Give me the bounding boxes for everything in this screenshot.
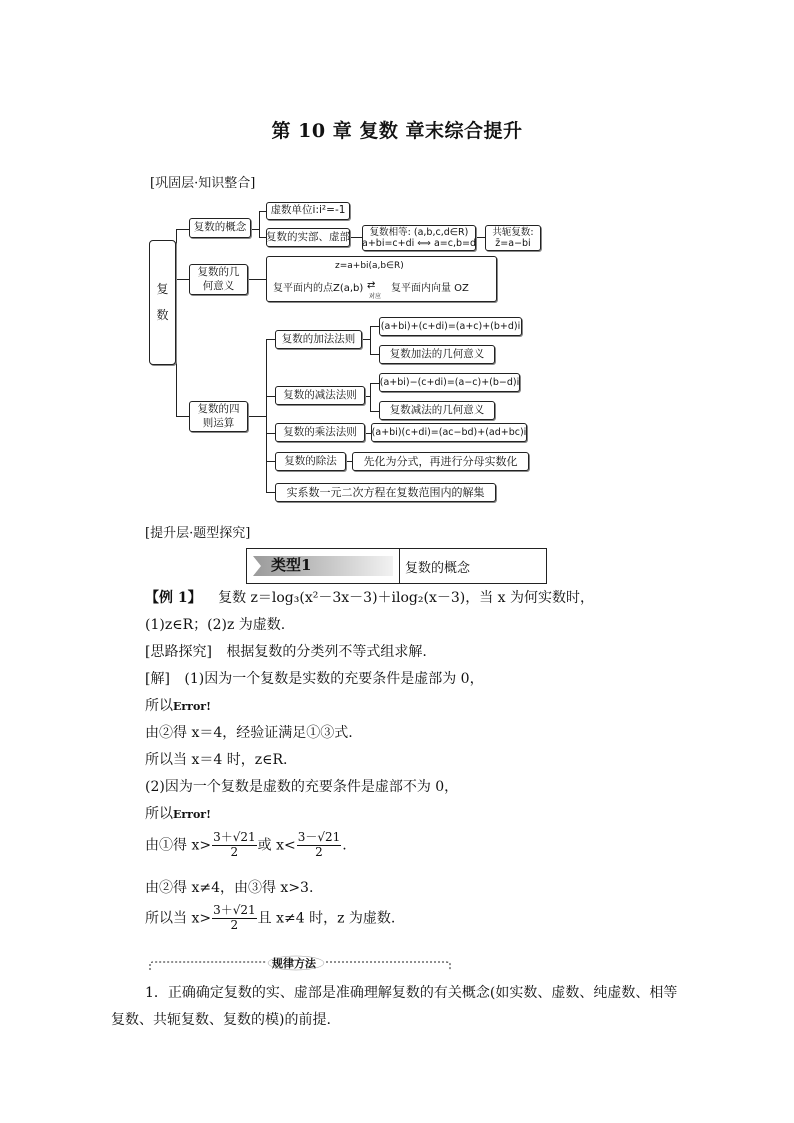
diagram-quad-box: 实系数一元二次方程在复数范围内的解集 bbox=[275, 483, 496, 502]
example-statement: 复数 z＝log₃(x²－3x－3)＋ilog₂(x－3)，当 x 为何实数时， bbox=[218, 590, 595, 606]
fraction-plus bbox=[212, 831, 257, 860]
section-heading-explore: [提升层·题型探究] bbox=[145, 526, 251, 541]
fraction-plus bbox=[212, 904, 257, 933]
error-text-1: Error! bbox=[173, 700, 211, 713]
diagram-connector bbox=[370, 326, 379, 327]
diagram-connector bbox=[370, 326, 371, 354]
rule-1-line-2: 复数、共轭复数、复数的模)的前提. bbox=[111, 1012, 331, 1028]
from-eq1-or: 或 x< bbox=[257, 837, 296, 854]
diagram-connector bbox=[266, 396, 275, 397]
fraction-den: 2 bbox=[230, 917, 239, 932]
diagram-connector bbox=[176, 279, 189, 280]
diagram-geom-vector: 复平面内向量 OZ bbox=[391, 283, 469, 294]
idea-text: 根据复数的分类列不等式组求解. bbox=[226, 644, 427, 660]
diagram-connector bbox=[350, 237, 362, 238]
example-parts: (1)z∈R；(2)z 为虚数. bbox=[145, 617, 286, 633]
diagram-root-label: 复数 bbox=[156, 282, 169, 322]
diagram-geom-top: z=a+bi(a,b∈R) bbox=[335, 261, 404, 271]
so-line-1 bbox=[145, 695, 211, 715]
diagram-conj-line2: z̄=a−bi bbox=[495, 238, 531, 249]
diagram-add-geom-box: 复数加法的几何意义 bbox=[379, 345, 495, 364]
diagram-concept-box: 复数的概念 bbox=[189, 218, 251, 238]
rule-1-line-1: 1．正确确定复数的实、虚部是准确理解复数的有关概念(如实数、虚数、纯虚数、相等 bbox=[145, 985, 678, 1001]
when-imag-prefix: 所以当 x> bbox=[145, 910, 212, 927]
when-imag-suffix: 且 x≠4 时，z 为虚数. bbox=[257, 910, 396, 927]
diagram-equal-line1: 复数相等: (a,b,c,d∈R) bbox=[369, 226, 469, 238]
solution-line-2: (2)因为一个复数是虚数的充要条件是虚部不为 0， bbox=[145, 779, 459, 795]
diagram-connector bbox=[266, 461, 275, 462]
example-label: 【例 1】 bbox=[145, 590, 202, 606]
solution-label: [解] bbox=[145, 671, 170, 687]
diagram-corr-label: 对应 bbox=[369, 293, 382, 300]
diagram-ops-box: 复数的四则运算 bbox=[189, 401, 248, 432]
diagram-div-text-box: 先化为分式，再进行分母实数化 bbox=[352, 452, 529, 471]
diagram-connector bbox=[370, 383, 379, 384]
from-eq1-line bbox=[145, 831, 347, 860]
type-label-cell bbox=[247, 549, 400, 583]
example-line bbox=[145, 587, 594, 607]
diagram-connector bbox=[370, 354, 379, 355]
diagram-geom-box: 复数的几何意义 bbox=[189, 264, 248, 295]
diagram-trunk-line bbox=[176, 229, 177, 416]
diagram-geom-point: 复平面内的点Z(a,b) bbox=[273, 283, 364, 294]
from-eq23-line: 由②得 x≠4，由③得 x>3. bbox=[145, 880, 314, 896]
diagram-equal-line2: a+bi=c+di ⟺ a=c,b=d bbox=[362, 238, 476, 249]
diagram-corr-arrow: ⇄ bbox=[367, 280, 375, 291]
from-eq1-prefix: 由①得 x> bbox=[145, 837, 212, 854]
so-text-1: 所以 bbox=[145, 698, 173, 714]
fraction-minus-num: 3－√21 bbox=[297, 830, 341, 844]
diagram-connector bbox=[248, 279, 266, 280]
solution-text-1: (1)因为一个复数是实数的充要条件是虚部为 0， bbox=[184, 671, 484, 687]
diagram-connector bbox=[248, 416, 266, 417]
when-real-line: 所以当 x＝4 时，z∈R. bbox=[145, 752, 288, 768]
diagram-div-rule-box: 复数的除法 bbox=[275, 452, 346, 471]
diagram-add-formula-box: (a+bi)+(c+di)=(a+c)+(b+d)i bbox=[379, 317, 522, 336]
diagram-add-rule-box: 复数的加法法则 bbox=[275, 330, 362, 349]
fraction-minus bbox=[297, 831, 342, 860]
diagram-root-box bbox=[149, 240, 176, 365]
diagram-connector bbox=[176, 416, 189, 417]
diagram-connector bbox=[176, 229, 189, 230]
diagram-connector bbox=[476, 237, 485, 238]
diagram-sub-rule-box: 复数的减法法则 bbox=[275, 386, 365, 405]
error-text-2: Error! bbox=[173, 808, 211, 821]
diagram-connector bbox=[266, 492, 275, 493]
diagram-conj-box bbox=[485, 225, 541, 251]
diagram-geom-detail-box bbox=[266, 256, 497, 302]
diagram-imag-unit-box: 虚数单位i:i²=-1 bbox=[266, 202, 350, 220]
type-header bbox=[246, 548, 547, 584]
page-title: 第 10 章 复数 章末综合提升 bbox=[271, 120, 523, 142]
so-line-2 bbox=[145, 803, 211, 823]
diagram-sub-geom-box: 复数减法的几何意义 bbox=[379, 401, 495, 420]
so-text-2: 所以 bbox=[145, 806, 173, 822]
fraction-plus-num: 3＋√21 bbox=[213, 830, 256, 844]
idea-line bbox=[145, 641, 427, 661]
idea-label: [思路探究] bbox=[145, 644, 212, 660]
diagram-conj-line1: 共轭复数: bbox=[492, 226, 534, 238]
diagram-mul-rule-box: 复数的乘法法则 bbox=[275, 423, 365, 442]
diagram-ops-trunk bbox=[266, 339, 267, 492]
fraction-den: 2 bbox=[315, 844, 323, 859]
diagram-connector bbox=[266, 433, 275, 434]
from-eq1-period: . bbox=[342, 837, 347, 854]
diagram-connector bbox=[259, 211, 260, 237]
diagram-real-imag-box: 复数的实部、虚部 bbox=[266, 228, 350, 247]
type-label: 类型1 bbox=[271, 556, 312, 574]
diagram-sub-formula-box: (a+bi)−(c+di)=(a−c)+(b−d)i bbox=[379, 373, 520, 392]
diagram-connector bbox=[370, 411, 379, 412]
diagram-equal-box bbox=[362, 225, 476, 251]
when-imag-line bbox=[145, 904, 395, 933]
type-title: 复数的概念 bbox=[405, 561, 471, 576]
fraction-plus-num: 3＋√21 bbox=[213, 903, 256, 917]
diagram-connector bbox=[266, 339, 275, 340]
rule-banner-label: 规律方法 bbox=[272, 957, 316, 970]
diagram-connector bbox=[370, 383, 371, 411]
fraction-den: 2 bbox=[230, 844, 239, 859]
from-eq2-line: 由②得 x＝4，经验证满足①③式. bbox=[145, 725, 353, 741]
solution-line-1 bbox=[145, 668, 484, 688]
section-heading-consolidate: [巩固层·知识整合] bbox=[150, 176, 256, 191]
diagram-mul-formula-box: (a+bi)(c+di)=(ac−bd)+(ad+bc)i bbox=[371, 423, 527, 442]
